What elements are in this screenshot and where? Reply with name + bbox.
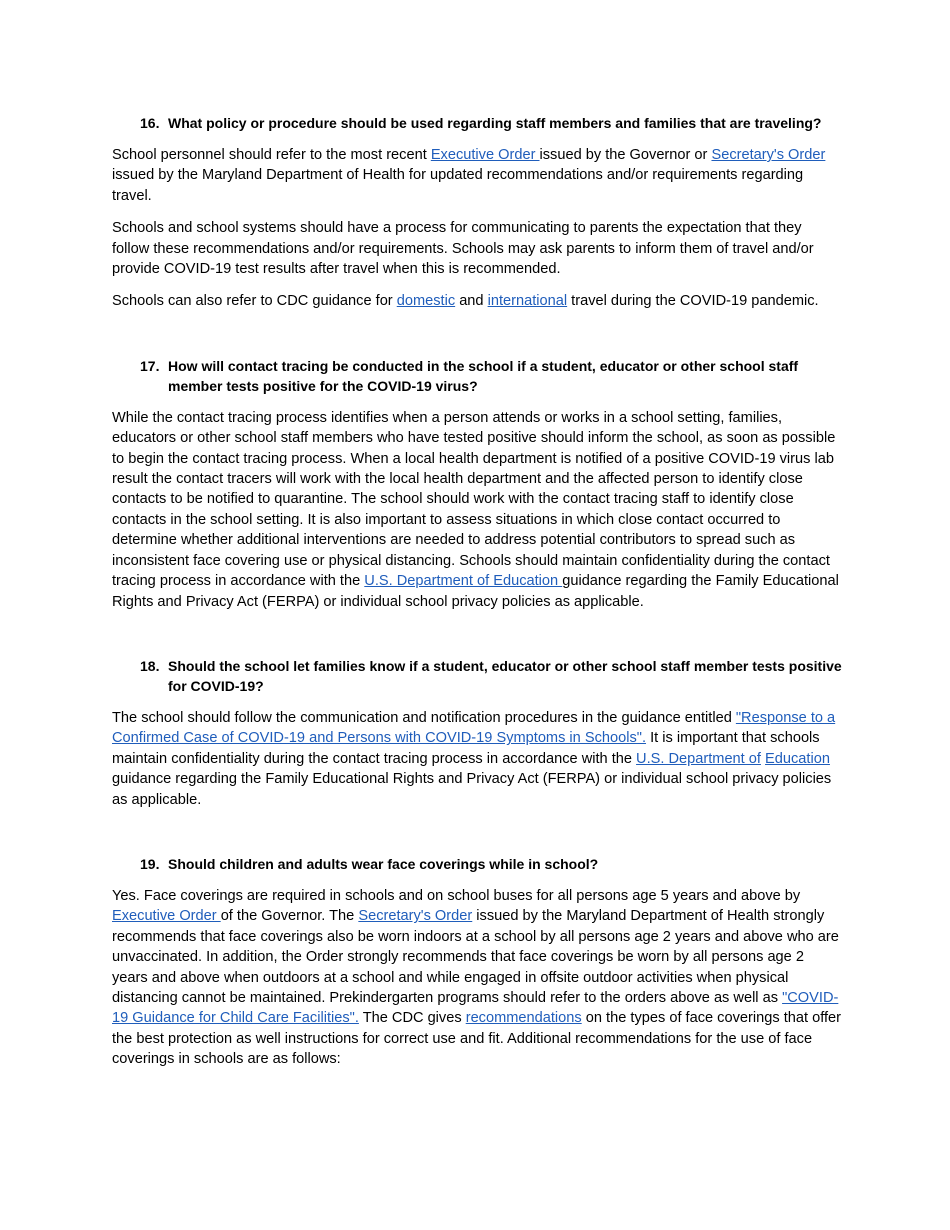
document-content [112,100,842,1070]
text-run: The CDC gives [358,1010,466,1027]
question-number: 16. [140,115,160,131]
cdc-recommendations-link[interactable]: recommendations [465,1010,582,1027]
section-spacer [112,810,842,854]
question-17-section [112,356,842,612]
question-19-heading [112,854,842,874]
question-title: How will contact tracing be conducted in the school if a student, educator or other school staff member tests positive for the COVID-19 virus? [168,357,799,394]
text-run: It is important that schools maintain confidentiality during the contact tracing process in accordance with the [112,730,820,767]
question-16-heading [112,113,842,133]
answer-paragraph [112,291,842,311]
question-number: 19. [140,855,160,872]
question-number: 17. [140,357,160,374]
question-title: What policy or procedure should be used regarding staff members and families that are traveling? [168,115,822,131]
section-spacer [112,612,842,656]
secretarys-order-link[interactable]: Secretary's Order [711,147,826,163]
us-department-of-link[interactable]: U.S. Department of [636,750,761,767]
text-run: guidance regarding the Family Educational Rights and Privacy Act (FERPA) or individual school privacy policies as applicable. [112,771,832,808]
question-number: 18. [140,657,160,674]
section-spacer [112,312,842,356]
text-run: The school should follow the communication and notification procedures in the guidance entitled [112,709,736,726]
international-travel-link[interactable]: international [487,293,568,310]
answer-paragraph [112,408,842,612]
text-run: Schools can also refer to CDC guidance for [112,293,397,310]
text-run: issued by the Governor or [539,147,712,163]
question-18-heading [112,656,842,696]
text-run: Yes. Face coverings are required in schools and on school buses for all persons age 5 years and above by [112,887,801,904]
text-run: of the Governor. The [220,908,359,925]
question-19-section [112,854,842,1070]
domestic-travel-link[interactable]: domestic [396,293,456,310]
text-run: on the types of face coverings that offer the best protection as well instructions for correct use and fit. Additional recommendations for the use of face coverings in schools are as follows: [112,1010,842,1068]
question-18-section [112,656,842,810]
text-run: issued by the Maryland Department of Health strongly recommends that face coverings also be worn indoors at a school by all persons age 2 years and above who are unvaccinated. In addition, the Order strongly recommends that face coverings be worn by all persons age 2 years and above when outdoors at a school and while engaged in offsite outdoor activities when physical distancing cannot be maintained. Prekindergarten programs should refer to the orders above as well as [112,908,839,1006]
answer-paragraph [112,708,842,810]
question-title: Should children and adults wear face coverings while in school? [168,855,599,872]
answer-paragraph [112,145,842,206]
answer-paragraph: Schools and school systems should have a process for communicating to parents the expectation that they follow these recommendations and/or requirements. Schools may ask parents to inform them of travel and/or provide COVID-19 test results after travel when this is recommended. [112,220,814,278]
text-run: guidance regarding the Family Educational Rights and Privacy Act (FERPA) or individual school privacy policies as applicable. [112,573,839,610]
text-run: and [455,293,488,310]
question-17-heading [112,356,842,396]
response-to-confirmed-case-link[interactable]: "Response to a Confirmed Case of COVID-19 and Persons with COVID-19 Symptoms in Schools". [112,709,836,747]
question-16-section [112,113,842,312]
education-link[interactable]: Education [765,750,830,767]
answer-paragraph [112,886,842,1070]
us-department-of-education-link[interactable]: U.S. Department of Education [364,573,563,590]
child-care-guidance-link[interactable]: "COVID-19 Guidance for Child Care Facilities". [112,989,839,1027]
text-run: While the contact tracing process identifies when a person attends or works in a school setting, families, educators or other school staff members who have tested positive should inform the school, as soon as possible to begin the contact tracing process. When a local health department is notified of a positive COVID-19 virus lab result the contact tracers will work with the local health department and the affected person to identify close contacts to be notified to quarantine. The school should work with the contact tracing staff to identify close contacts in the school setting. It is also important to assess situations in which close contact occurred to determine whether additional interventions are needed to address potential contributors to spread such as inconsistent face covering use or physical distancing. Schools should maintain confidentiality during the contact tracing process in accordance with the [112,409,836,590]
question-title: Should the school let families know if a student, educator or other school staff member tests positive for COVID-19? [168,657,842,694]
text-run: School personnel should refer to the most recent [112,147,431,163]
executive-order-link[interactable]: Executive Order [430,147,540,163]
secretarys-order-link[interactable]: Secretary's Order [358,908,473,925]
executive-order-link[interactable]: Executive Order [112,908,221,925]
text-run: travel during the COVID-19 pandemic. [567,293,819,310]
text-run: issued by the Maryland Department of Health for updated recommendations and/or requirements regarding travel. [112,167,804,204]
